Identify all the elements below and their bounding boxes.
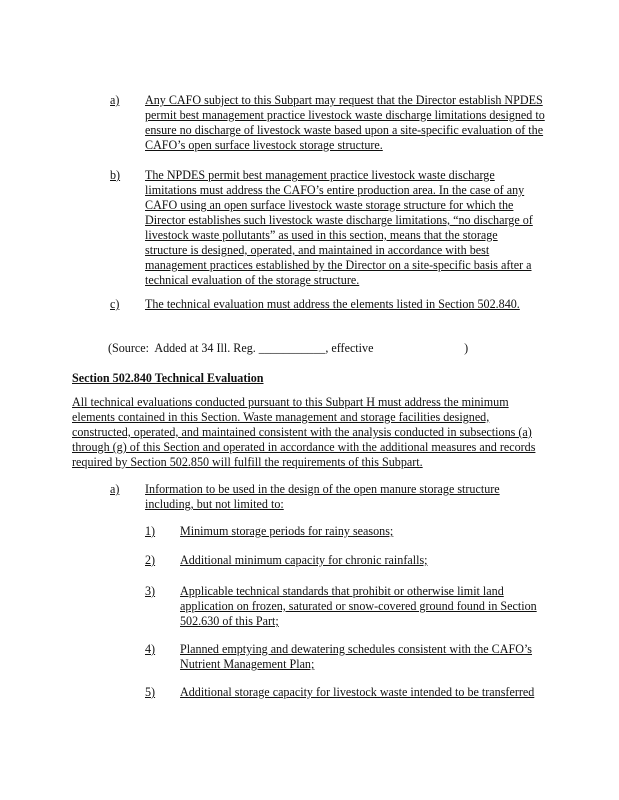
- item-b-marker: b): [110, 168, 121, 182]
- tech-item-a-marker: a): [110, 482, 120, 496]
- item-b-line-6: structure is designed, operated, and maintained in accordance with best: [145, 243, 490, 257]
- item-b-line-1: The NPDES permit best management practice livestock waste discharge: [145, 168, 495, 182]
- subitem-4-line-2: Nutrient Management Plan;: [180, 657, 315, 671]
- item-b-line-3: CAFO using an open surface livestock waste storage structure for which the: [145, 198, 514, 212]
- item-a-line-4: CAFO’s open surface livestock storage structure.: [145, 138, 383, 152]
- subitem-4-marker: 4): [145, 642, 156, 656]
- item-b-line-4: Director establishes such livestock waste discharge limitations, “no discharge of: [145, 213, 533, 227]
- subitem-3-line-3: 502.630 of this Part;: [180, 614, 279, 628]
- subitem-5-line-1: Additional storage capacity for livestock waste intended to be transferred: [180, 685, 535, 699]
- subitem-3-line-2: application on frozen, saturated or snow-covered ground found in Section: [180, 599, 537, 613]
- item-b-line-7: management practices established by the Director on a site-specific basis after a: [145, 258, 532, 272]
- subitem-2-line-1: Additional minimum capacity for chronic rainfalls;: [180, 553, 428, 567]
- subitem-3-line-1: Applicable technical standards that prohibit or otherwise limit land: [180, 584, 504, 598]
- item-a-line-2: permit best management practice livestock waste discharge limitations designed to: [145, 108, 545, 122]
- subitem-1-marker: 1): [145, 524, 156, 538]
- tech-item-a-line-2: including, but not limited to:: [145, 497, 284, 511]
- subitem-2-marker: 2): [145, 553, 156, 567]
- item-b-line-2: limitations must address the CAFO’s entire production area. In the case of any: [145, 183, 525, 197]
- item-b-line-5: livestock waste pollutants” as used in this section, means that the storage: [145, 228, 498, 242]
- subitem-5-marker: 5): [145, 685, 156, 699]
- item-a-line-1: Any CAFO subject to this Subpart may request that the Director establish NPDES: [145, 93, 543, 107]
- section-heading: Section 502.840 Technical Evaluation: [72, 371, 264, 385]
- intro-line-1: All technical evaluations conducted pursuant to this Subpart H must address the minimum: [72, 395, 509, 409]
- item-a-marker: a): [110, 93, 120, 107]
- tech-item-a-line-1: Information to be used in the design of the open manure storage structure: [145, 482, 500, 496]
- intro-line-4: through (g) of this Section and operated in accordance with the additional measures and records: [72, 440, 536, 454]
- intro-line-2: elements contained in this Section. Waste management and storage facilities designed,: [72, 410, 490, 424]
- item-c-line-1: The technical evaluation must address the elements listed in Section 502.840.: [145, 297, 520, 311]
- item-b-line-8: technical evaluation of the storage structure.: [145, 273, 360, 287]
- subitem-1-line-1: Minimum storage periods for rainy seasons;: [180, 524, 394, 538]
- intro-line-3: constructed, operated, and maintained consistent with the analysis conducted in subsections (a): [72, 425, 532, 439]
- item-a-line-3: ensure no discharge of livestock waste based upon a site-specific evaluation of the: [145, 123, 544, 137]
- subitem-4-line-1: Planned emptying and dewatering schedules consistent with the CAFO’s: [180, 642, 533, 656]
- intro-line-5: required by Section 502.850 will fulfill the requirements of this Subpart.: [72, 455, 423, 469]
- source-note: (Source: Added at 34 Ill. Reg. ___________, effective ): [108, 341, 469, 355]
- subitem-3-marker: 3): [145, 584, 156, 598]
- item-c-marker: c): [110, 297, 120, 311]
